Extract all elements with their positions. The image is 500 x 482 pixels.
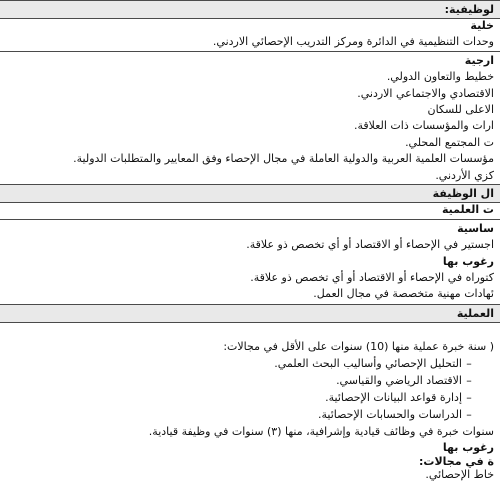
experience-intro: ( سنة خبرة عملية منها (10) سنوات على الأقل في مجالات: xyxy=(223,340,494,353)
internal-relation-line: وحدات التنظيمية في الدائرة ومركز التدريب الإحصائي الاردني. xyxy=(212,35,494,48)
preferred-fields-title: ة في مجالات: xyxy=(419,455,494,468)
experience-item-text: الدراسات والحسابات الإحصائية. xyxy=(317,408,462,421)
preferred-experience-title: رغوب بها xyxy=(442,441,494,454)
dash-bullet: – xyxy=(466,391,472,404)
external-item: الاعلى للسكان xyxy=(427,103,494,116)
divider xyxy=(0,51,500,52)
experience-item-text: إدارة قواعد البيانات الإحصائية. xyxy=(325,391,462,404)
external-item: مؤسسات العلمية العربية والدولية العاملة في مجال الإحصاء وفق المعايير والمتطلبات الدولية. xyxy=(73,152,494,165)
preferred-qualification-item: ئهادات مهنية متخصصة في مجال العمل. xyxy=(313,287,494,300)
experience-item xyxy=(0,357,500,371)
experience-item-text: التحليل الإحصائي وأساليب البحث العلمي. xyxy=(274,357,462,370)
external-item: خطيط والتعاون الدولي. xyxy=(386,70,494,83)
external-item: ارات والمؤسسات ذات العلاقة. xyxy=(353,119,494,132)
preferred-qualification-item: كتوراه في الإحصاء أو الاقتصاد أو أي تخصص ذو علاقة. xyxy=(250,271,494,284)
subheading-internal: خلية xyxy=(470,19,494,32)
basic-qualifications-title: ساسية xyxy=(457,222,494,235)
section-header-qualifications: ال الوظيفة xyxy=(0,185,500,202)
preferred-qualifications-title: رغوب بها xyxy=(442,255,494,268)
external-item: كزي الأردني. xyxy=(435,169,494,182)
experience-item xyxy=(0,374,500,388)
subheading-scientific: ت العلمية xyxy=(441,203,494,216)
leadership-experience-line: سنوات خبرة في وظائف قيادية وإشرافية، منها (٣) سنوات في وظيفة قيادية. xyxy=(148,425,494,438)
dash-bullet: – xyxy=(466,374,472,387)
divider xyxy=(0,219,500,220)
dash-bullet: – xyxy=(466,357,472,370)
experience-item xyxy=(0,408,500,422)
experience-item xyxy=(0,391,500,405)
section-header-experience: العملية xyxy=(0,305,500,322)
divider xyxy=(0,322,500,323)
external-item: الاقتصادي والاجتماعي الاردني. xyxy=(357,87,494,100)
subheading-external: ارجية xyxy=(464,54,494,67)
dash-bullet: – xyxy=(466,408,472,421)
experience-item-text: الاقتصاد الرياضي والقياسي. xyxy=(336,374,462,387)
section-header-functional: لوظيفية: xyxy=(0,1,500,18)
external-item: ت المجتمع المحلي. xyxy=(405,136,494,149)
preferred-field-item: خاط الإحصائي. xyxy=(425,468,494,481)
basic-qualification-line: اجستير في الإحصاء أو الاقتصاد أو أي تخصص ذو علاقة. xyxy=(246,238,494,251)
